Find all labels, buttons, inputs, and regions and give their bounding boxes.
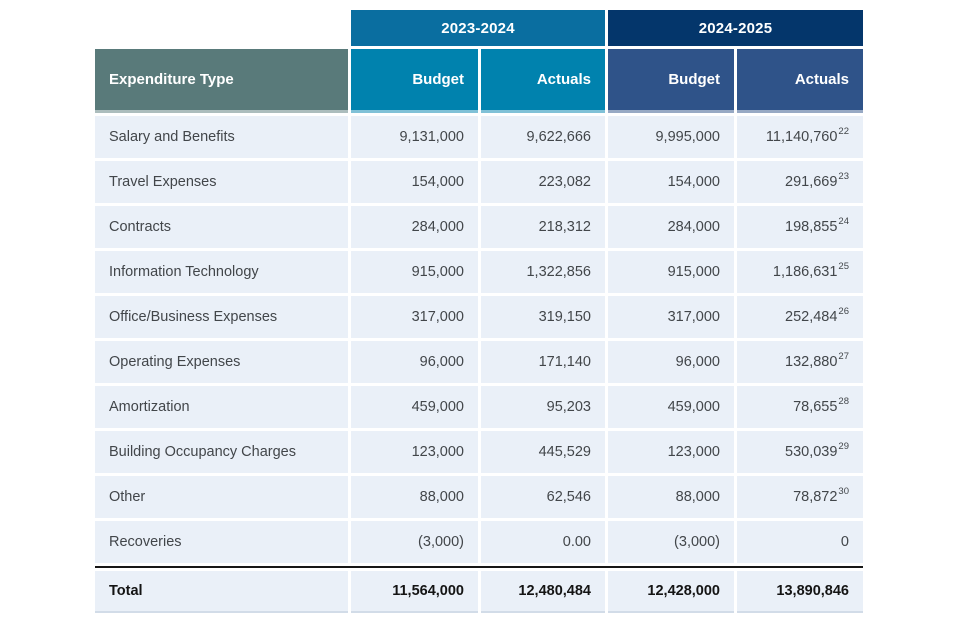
total-budget-2023-2024: 11,564,000 (351, 571, 478, 613)
cell-actuals-2023-2024 (481, 521, 605, 563)
cell-value: (3,000) (418, 534, 464, 550)
cell-budget-2023-2024 (351, 431, 478, 473)
cell-value: 9,622,666 (526, 129, 591, 145)
header-spacer (95, 10, 348, 46)
cell-actuals-2024-2025: 1,186,631 $^{25}$ (737, 251, 863, 293)
row-label (95, 251, 348, 293)
cell-value: 1,186,631 (772, 264, 838, 280)
cell-budget-2023-2024 (351, 251, 478, 293)
cell-budget-2023-2024 (351, 161, 478, 203)
cell-budget-2024-2025 (608, 116, 734, 158)
total-divider (95, 566, 863, 568)
cell-value: Office/Business Expenses (109, 309, 278, 325)
cell-value: 0 (840, 534, 849, 550)
cell-value: 154,000 (667, 174, 720, 190)
cell-actuals-2024-2025: 291,669 $^{23}$ (737, 161, 863, 203)
cell-value: 0.00 (562, 534, 591, 550)
cell-value: Travel Expenses (109, 174, 217, 190)
cell-value: 96,000 (675, 354, 720, 370)
cell-actuals-2023-2024 (481, 386, 605, 428)
row-label (95, 161, 348, 203)
cell-budget-2023-2024 (351, 296, 478, 338)
cell-value: 78,655 (793, 399, 838, 415)
cell-value: 459,000 (667, 399, 720, 415)
cell-budget-2024-2025 (608, 296, 734, 338)
cell-actuals-2023-2024 (481, 206, 605, 248)
total-row-label: Total (95, 571, 348, 613)
cell-value: 223,082 (538, 174, 591, 190)
row-label (95, 386, 348, 428)
cell-actuals-2024-2025: 78,655 $^{28}$ (737, 386, 863, 428)
cell-actuals-2023-2024 (481, 251, 605, 293)
cell-value: 9,131,000 (399, 129, 464, 145)
cell-value: 1,322,856 (526, 264, 591, 280)
cell-budget-2024-2025 (608, 521, 734, 563)
cell-value: Salary and Benefits (109, 129, 235, 145)
cell-value: 11,140,760 (765, 129, 838, 145)
cell-actuals-2024-2025: 530,039 $^{29}$ (737, 431, 863, 473)
row-label (95, 206, 348, 248)
cell-budget-2023-2024 (351, 116, 478, 158)
column-header-expenditure-type: Expenditure Type (95, 49, 348, 113)
cell-value: 284,000 (411, 219, 464, 235)
column-header-actuals-2023-2024: Actuals (481, 49, 605, 113)
cell-value: 95,203 (546, 399, 591, 415)
total-budget-2024-2025: 12,428,000 (608, 571, 734, 613)
cell-value: 132,880 (785, 354, 838, 370)
cell-value: 171,140 (538, 354, 591, 370)
column-header-budget-2024-2025: Budget (608, 49, 734, 113)
cell-value: 445,529 (538, 444, 591, 460)
cell-actuals-2023-2024 (481, 341, 605, 383)
cell-budget-2024-2025 (608, 251, 734, 293)
cell-budget-2023-2024 (351, 341, 478, 383)
year-header-2024-2025: 2024-2025 (608, 10, 863, 46)
cell-value: Recoveries (109, 534, 182, 550)
cell-budget-2024-2025 (608, 476, 734, 518)
cell-value: 317,000 (411, 309, 464, 325)
cell-actuals-2024-2025: 78,872 $^{30}$ (737, 476, 863, 518)
cell-value: Other (109, 489, 146, 505)
year-header-2023-2024: 2023-2024 (351, 10, 605, 46)
cell-budget-2024-2025 (608, 161, 734, 203)
cell-budget-2024-2025 (608, 206, 734, 248)
cell-actuals-2023-2024 (481, 161, 605, 203)
cell-value: 459,000 (411, 399, 464, 415)
row-label (95, 476, 348, 518)
cell-value: 915,000 (411, 264, 464, 280)
cell-budget-2024-2025 (608, 386, 734, 428)
cell-budget-2023-2024 (351, 386, 478, 428)
row-label (95, 116, 348, 158)
row-label (95, 431, 348, 473)
cell-actuals-2024-2025: 11,140,760 $^{22}$ (737, 116, 863, 158)
column-header-budget-2023-2024: Budget (351, 49, 478, 113)
cell-value: Operating Expenses (109, 354, 241, 370)
row-label (95, 521, 348, 563)
total-actuals-2023-2024: 12,480,484 (481, 571, 605, 613)
cell-value: Contracts (109, 219, 172, 235)
cell-value: 123,000 (667, 444, 720, 460)
cell-budget-2024-2025 (608, 341, 734, 383)
cell-value: 218,312 (538, 219, 591, 235)
cell-actuals-2023-2024 (481, 476, 605, 518)
cell-actuals-2024-2025: 198,855 $^{24}$ (737, 206, 863, 248)
cell-value: 252,484 (785, 309, 838, 325)
cell-value: 319,150 (538, 309, 591, 325)
cell-value: 291,669 (785, 174, 838, 190)
cell-budget-2023-2024 (351, 206, 478, 248)
cell-value: 96,000 (419, 354, 464, 370)
cell-value: 88,000 (675, 489, 720, 505)
cell-value: 88,000 (419, 489, 464, 505)
cell-value: 9,995,000 (655, 129, 720, 145)
cell-value: (3,000) (674, 534, 720, 550)
cell-value: 198,855 (785, 219, 838, 235)
cell-value: 915,000 (667, 264, 720, 280)
cell-actuals-2024-2025 (737, 521, 863, 563)
cell-value: 154,000 (411, 174, 464, 190)
cell-actuals-2023-2024 (481, 116, 605, 158)
cell-value: 62,546 (546, 489, 591, 505)
expenditure-table (95, 10, 863, 613)
cell-actuals-2024-2025: 132,880 $^{27}$ (737, 341, 863, 383)
cell-budget-2023-2024 (351, 476, 478, 518)
cell-budget-2023-2024 (351, 521, 478, 563)
cell-value: Amortization (109, 399, 190, 415)
cell-value: 123,000 (411, 444, 464, 460)
cell-actuals-2024-2025: 252,484 $^{26}$ (737, 296, 863, 338)
cell-actuals-2023-2024 (481, 296, 605, 338)
cell-value: 284,000 (667, 219, 720, 235)
cell-value: Building Occupancy Charges (109, 444, 296, 460)
cell-value: 78,872 (793, 489, 838, 505)
cell-budget-2024-2025 (608, 431, 734, 473)
row-label (95, 341, 348, 383)
cell-value: Information Technology (109, 264, 259, 280)
cell-actuals-2023-2024 (481, 431, 605, 473)
column-header-actuals-2024-2025: Actuals (737, 49, 863, 113)
cell-value: 317,000 (667, 309, 720, 325)
cell-value: 530,039 (785, 444, 838, 460)
total-actuals-2024-2025: 13,890,846 (737, 571, 863, 613)
row-label (95, 296, 348, 338)
